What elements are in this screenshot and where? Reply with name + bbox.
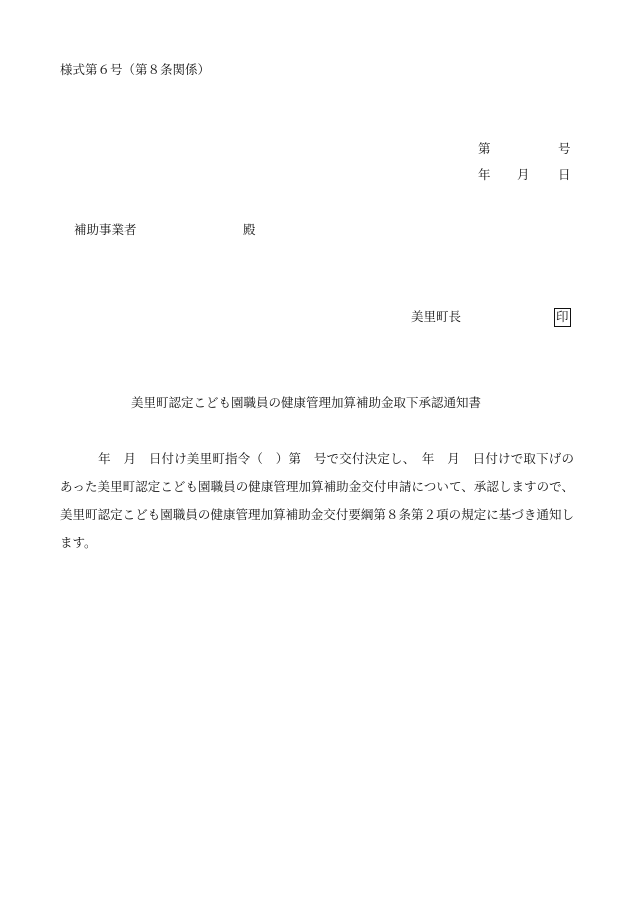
document-number-dai: 第 — [478, 141, 491, 156]
body-paragraph: 年 月 日付け美里町指令（ ）第 号で交付決定し、 年 月 日付けで取下げのあった美里町認定こども園職員の健康管理加算補助金交付申請について、承認しますので、美里町認定こども園職員の健康管理加算補助金交付要綱第８条第２項の規定に基づき通知します。 — [60, 451, 574, 550]
date-month: 月 — [517, 167, 530, 182]
seal-mark: 印 — [554, 308, 571, 327]
document-number-go: 号 — [558, 141, 571, 156]
date-day: 日 — [558, 167, 571, 182]
document-title: 美里町認定こども園職員の健康管理加算補助金取下承認通知書 — [131, 395, 482, 410]
recipient-label: 補助事業者 — [74, 222, 137, 237]
date-year: 年 — [478, 167, 491, 182]
form-number: 様式第６号（第８条関係） — [60, 62, 211, 77]
issuer-name: 美里町長 — [411, 309, 462, 324]
recipient-honorific: 殿 — [243, 222, 256, 237]
